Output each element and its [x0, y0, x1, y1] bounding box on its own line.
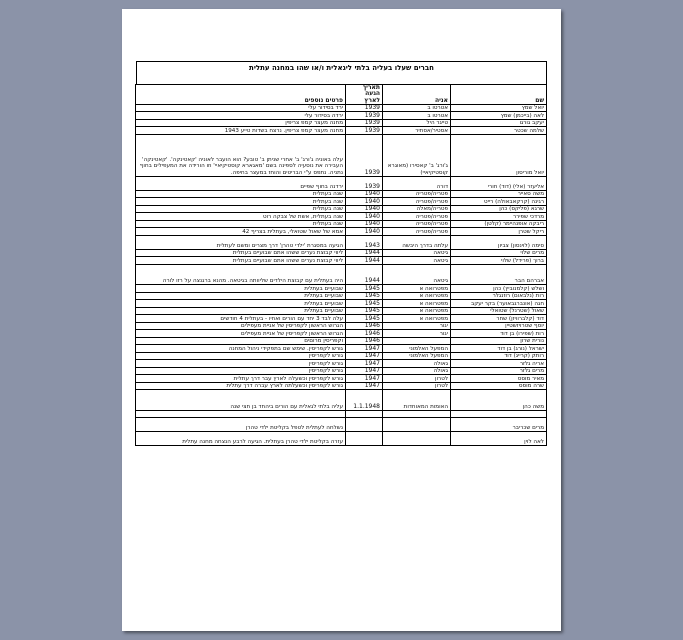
cell-ship [383, 418, 451, 432]
table-row [136, 352, 547, 360]
cell-ship: אטרטו ב [383, 104, 451, 112]
cell-name: יואל שמץ [451, 104, 547, 112]
cell-name: רות (נלבאום) רוזנגלר [451, 292, 547, 300]
document-title: חברים שעלו בעליה בלתי ליגאלית ו/או שהו במחנה עתלית [136, 61, 547, 75]
cell-arrival-date: 1946 [346, 330, 383, 338]
cell-arrival-date: 1947 [346, 360, 383, 368]
cell-name: רגינה (קרקאבאולה) רייט [451, 198, 547, 206]
cell-details: גורש לקפריסין [136, 367, 346, 375]
cell-ship: מפטרואה א [383, 300, 451, 308]
cell-name: מרים שלוי [451, 249, 547, 257]
cell-details: נשלחה לעתלית לטפל בקליטת ילדי טהרן [136, 418, 346, 432]
cell-name: שלמה שכטר [451, 127, 547, 135]
cell-name: דוד (קלברוויזן) שחר [451, 315, 547, 323]
cell-details: ירדה בסידור עלי [136, 112, 346, 120]
cell-details: הגיעה במסגרת 'ילדי טהרן' דרך מצרים ומשם לעתלית [136, 235, 346, 249]
cell-ship: מפטרואה א [383, 307, 451, 315]
cell-name: אליעזר (אלי) (דוד) חורי [451, 176, 547, 190]
cell-arrival-date: 1946 [346, 322, 383, 330]
table-row [136, 307, 547, 315]
cell-ship: פטריה/פטריה [383, 220, 451, 228]
cell-details: שנה בעתלית [136, 220, 346, 228]
cell-arrival-date: 1939 [346, 104, 383, 112]
table-row [136, 300, 547, 308]
cell-details: ירד בסידור עלי [136, 104, 346, 112]
header-arrival-date: תאריך הגעה לארץ [346, 85, 383, 105]
table-body [136, 104, 547, 446]
cell-arrival-date: 1939 [346, 112, 383, 120]
table-row [136, 190, 547, 198]
cell-name: ושלש (קלמנוביץ) כהן [451, 285, 547, 293]
cell-details: מחנה מעצר קמפ צריפין. נרצח בשדות טייע 1943 [136, 127, 346, 135]
cell-details: שבועיים בעתלית [136, 285, 346, 293]
cell-ship: פטריה/מאלה [383, 205, 451, 213]
cell-ship: פטריה/פטריה [383, 228, 451, 236]
cell-details: עזרה בקליטת ילדי טהרן בעתלית. הגיעה לרבע הנצחה מחנה עתלית [136, 432, 346, 446]
cell-name: לאה לוין [451, 432, 547, 446]
cell-details: גורש לקפריסין וכשעלה לארץ עבר דרך עתלית [136, 375, 346, 383]
cell-arrival-date: 1.1.1948 [346, 390, 383, 411]
cell-name: ברוך (פרידל) שלוי [451, 257, 547, 265]
cell-ship: לטרון [383, 382, 451, 390]
cell-arrival-date: 1947 [346, 382, 383, 390]
cell-arrival-date: 1940 [346, 198, 383, 206]
cell-name: מרים גלזר [451, 367, 547, 375]
cell-arrival-date: 1945 [346, 285, 383, 293]
cell-name: אריה גלזר [451, 360, 547, 368]
cell-ship: גאולה [383, 360, 451, 368]
cell-arrival-date: 1947 [346, 375, 383, 383]
table-row [136, 134, 547, 176]
cell-details: מחנה מעצר קמפ צריפין [136, 119, 346, 127]
cell-arrival-date: 1939 [346, 127, 383, 135]
cell-arrival-date: 1939 [346, 119, 383, 127]
cell-name: משה כהן [451, 390, 547, 411]
table-row [136, 198, 547, 206]
cell-name: יוסף שטרויזשטיין [451, 322, 547, 330]
cell-details: ליווי קבוצת נערים ששהו אתם שבועיים בעתלית [136, 257, 346, 265]
cell-arrival-date: 1939 [346, 176, 383, 190]
cell-details: שנה בעתלית [136, 198, 346, 206]
table-row [136, 176, 547, 190]
table-row [136, 345, 547, 353]
table-row [136, 257, 547, 265]
document-page [122, 9, 561, 631]
cell-arrival-date [346, 418, 383, 432]
document-content [136, 61, 547, 446]
cell-ship: מפטרואה א [383, 315, 451, 323]
cell-details: שבועיים בעתלית [136, 300, 346, 308]
cell-arrival-date [346, 432, 383, 446]
cell-details: עלה באוניה ג'ורג' ב' אחרי שניתן ב' טובע? הוא הועבר לאוניה 'קאטינקה'. 'קאטינקה' העבירה את נוסעיה לספינה בשם 'מאגארא קוסטיקיאיי' וזו הורידה את המעפילים בחוף נתניה. נתפס ע"י הבריטים והוחז במעצר בחיפה. [136, 134, 346, 176]
header-ship: אניה [383, 85, 451, 105]
cell-details: שנה בעתלית [136, 205, 346, 213]
cell-ship: מפטרואה א [383, 285, 451, 293]
cell-details [136, 410, 346, 418]
cell-ship: גיטאה [383, 257, 451, 265]
cell-name: אברהם הבר [451, 264, 547, 285]
cell-details: עלה לבד 3 יחד עם הורים ואחיו - בעתלית 4 חודשים [136, 315, 346, 323]
members-table [135, 84, 547, 446]
cell-name: יואל מוריסון [451, 134, 547, 176]
cell-ship: המפעל האלמוני [383, 352, 451, 360]
table-row [136, 367, 547, 375]
cell-arrival-date: 1946 [346, 337, 383, 345]
cell-details: שבועיים בעתלית [136, 307, 346, 315]
cell-details: ירדנה בחוף שפיים [136, 176, 346, 190]
table-row [136, 205, 547, 213]
cell-name: שאול (שטרנל) שטואלי [451, 307, 547, 315]
cell-arrival-date: 1944 [346, 249, 383, 257]
cell-details: שבועיים בעתלית [136, 292, 346, 300]
table-row [136, 375, 547, 383]
cell-arrival-date: 1939 [346, 134, 383, 176]
cell-ship: אסטיר/אסתיר [383, 127, 451, 135]
header-name: שם [451, 85, 547, 105]
cell-details: ליווי קבוצת נערים ששהו אתם שבועיים בעתלית [136, 249, 346, 257]
cell-ship: עלתה בדרך היבשה [383, 235, 451, 249]
table-row [136, 127, 547, 135]
cell-ship [383, 410, 451, 418]
cell-name: חגה (אונברגבאוער) בקר יעקב [451, 300, 547, 308]
table-row [136, 235, 547, 249]
cell-name: רותק (קרייג) דוד [451, 352, 547, 360]
table-row [136, 315, 547, 323]
cell-arrival-date: 1945 [346, 300, 383, 308]
table-row [136, 112, 547, 120]
cell-ship: פטריה/פטריה [383, 198, 451, 206]
cell-details: גורש לקפריסין. שימש שם בתפקידי ניהול המחנה [136, 345, 346, 353]
cell-arrival-date: 1947 [346, 352, 383, 360]
cell-arrival-date: 1945 [346, 315, 383, 323]
cell-ship: גיטאה [383, 264, 451, 285]
cell-arrival-date: 1940 [346, 228, 383, 236]
table-row [136, 382, 547, 390]
cell-ship: פטריה/פטריה [383, 190, 451, 198]
table-row [136, 213, 547, 221]
cell-ship: גאולה [383, 367, 451, 375]
cell-arrival-date: 1944 [346, 257, 383, 265]
cell-arrival-date: 1945 [346, 292, 383, 300]
cell-arrival-date: 1945 [346, 307, 383, 315]
cell-details: גורש לקפריסין [136, 352, 346, 360]
cell-name: שרגא (פליקס) כהן [451, 205, 547, 213]
cell-details: היה בעתלית עם קבוצת הילדים שליוותה בגיטאה. מהנא ברגנצה על רזו לורה [136, 264, 346, 285]
cell-ship: המפעל האלמוני [383, 345, 451, 353]
table-row [136, 410, 547, 418]
cell-ship: לטרון [383, 375, 451, 383]
table-row [136, 360, 547, 368]
table-row [136, 285, 547, 293]
cell-details: שנה בעתלית [136, 190, 346, 198]
cell-details: וקפריסין מרוםים [136, 337, 346, 345]
cell-arrival-date: 1940 [346, 205, 383, 213]
cell-name [451, 410, 547, 418]
cell-arrival-date: 1940 [346, 220, 383, 228]
cell-name: מאיר מוסס [451, 375, 547, 383]
table-row [136, 264, 547, 285]
cell-details: גורש לקפריסין וכשעלתה לארץ עברה דרך עתלית [136, 382, 346, 390]
table-row [136, 390, 547, 411]
cell-name: ריקל שטרן [451, 228, 547, 236]
title-spacer [136, 75, 547, 84]
table-row [136, 418, 547, 432]
cell-name: יעקב גורגו [451, 119, 547, 127]
table-row [136, 228, 547, 236]
table-row [136, 119, 547, 127]
cell-ship: מפטרואה א [383, 292, 451, 300]
cell-name: סימה (לוינסון) צביון [451, 235, 547, 249]
cell-name: מרים שכריבר [451, 418, 547, 432]
cell-name: נורית שרון [451, 337, 547, 345]
cell-name: ישראל (נורג) בן דוד [451, 345, 547, 353]
cell-ship: ג'ורג' ב' קאסירו (מאוגרא קוסטיקיאיי) [383, 134, 451, 176]
cell-ship: אטרטו ב [383, 112, 451, 120]
cell-details: עליה בלתי לגאלית עם הורים ביהחד בן חצי שנה [136, 390, 346, 411]
table-row [136, 432, 547, 446]
cell-ship [383, 432, 451, 446]
cell-name: לאה (בייכמן) שמץ [451, 112, 547, 120]
table-row [136, 322, 547, 330]
cell-name: ריבקה אופנהיימר (קלטן) [451, 220, 547, 228]
cell-details: הגרוש הראשון לקפריסין של אניית מעפילים [136, 322, 346, 330]
cell-ship: יגור [383, 322, 451, 330]
header-details: פרטים נוספים [136, 85, 346, 105]
cell-ship: יגור [383, 330, 451, 338]
cell-name: מרדכי שפירר [451, 213, 547, 221]
table-row [136, 337, 547, 345]
table-header-row [136, 85, 547, 105]
cell-ship: טייגר היל [383, 119, 451, 127]
cell-name: שרה מוסס [451, 382, 547, 390]
table-row [136, 104, 547, 112]
cell-ship: פטריה/פטריה [383, 213, 451, 221]
cell-ship: דורה [383, 176, 451, 190]
cell-name: רות (שפירו) בן דוד [451, 330, 547, 338]
cell-details: גורש לקפריסין [136, 360, 346, 368]
cell-details: שנה בעתלית, אשת של צבקה רוט [136, 213, 346, 221]
cell-name: משה סאייר [451, 190, 547, 198]
cell-arrival-date: 1947 [346, 367, 383, 375]
table-row [136, 249, 547, 257]
cell-ship [383, 337, 451, 345]
cell-arrival-date [346, 410, 383, 418]
cell-arrival-date: 1940 [346, 213, 383, 221]
table-row [136, 220, 547, 228]
table-row [136, 330, 547, 338]
cell-arrival-date: 1947 [346, 345, 383, 353]
table-row [136, 292, 547, 300]
cell-ship: האומות המאוחדות [383, 390, 451, 411]
cell-arrival-date: 1940 [346, 190, 383, 198]
cell-details: אמא של שאול שטואלי, בעתלית בצריף 42 [136, 228, 346, 236]
cell-ship: גיטאה [383, 249, 451, 257]
cell-details: הגרוש הראשון לקפריסין של אניית מעפילים [136, 330, 346, 338]
cell-arrival-date: 1944 [346, 264, 383, 285]
cell-arrival-date: 1943 [346, 235, 383, 249]
